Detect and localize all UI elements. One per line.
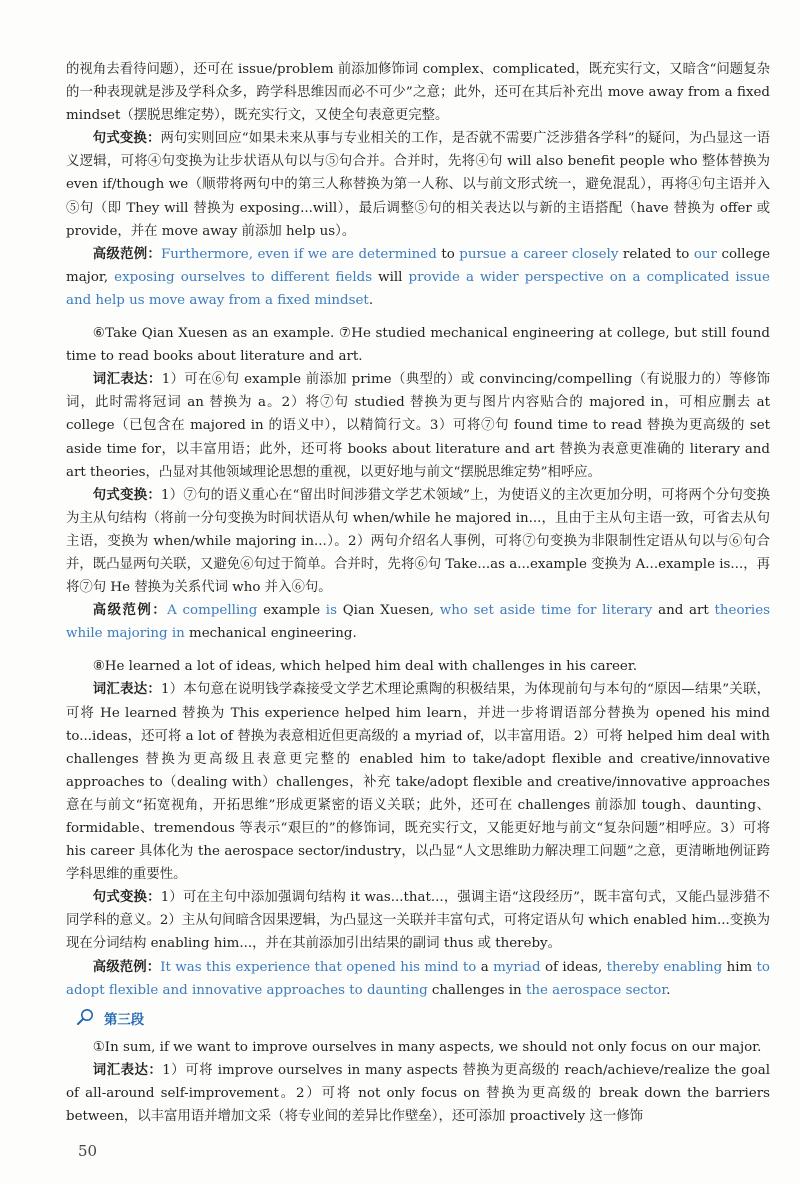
text-segment: college major,: [66, 246, 771, 285]
text-segment: Furthermore, even if we are determined: [161, 246, 442, 262]
vocab-text: 1）本句意在说明钱学森接受文学艺术理论熏陶的积极结果，为体现前句与本句的“原因—结果”关联，可将 He learned 替换为 This experience helped him learn，并进一步将谓语部分替换为 opened his mind to...ideas，还可将 a lot of 替换为表意相近但更高级的 a myriad of，以丰富用语。2）可将 helped him deal with challenges 替换为更高级且表意更完整的 enabled him to take/adopt flexible and creative/innovative approaches to（dealing with）challenges，补充 take/adopt flexible and creative/innovative approaches 意在与前文“拓宽视角，开拓思维”形成更紧密的语义关联；此外，还可在 challenges 前添加 tough、daunting、formidable、tremendous 等表示“艰巨的”的修饰词，既充实行文，又能更好地与前文“复杂问题”相呼应。3）可将 his career 具体化为 the aerospace sector/industry，以凸显“人文思维助力解决理工问题”之意，更清晰地例证跨学科思维的重要性。: [66, 682, 770, 883]
label-vocab: 词汇表达：: [92, 1062, 163, 1078]
sentence-transform-text: 1）⑦句的语义重心在“留出时间涉猎文学艺术领域”上，为使语义的主次更加分明，可将两个分句变换为主从句结构（将前一分句变换为时间状语从句 when/while he majored in...，且由于主从句主语一致，可省去从句主语，变换为 when/while majoring in...）。2）两句介绍名人事例，可将⑦句变换为非限制性定语从句以与⑥句合并，既凸显两句关联，又避免⑥句过于简单。合并时，先将⑥句 Take...as a...example 变换为 A...example is...，再将⑦句 He 替换为关系代词 who 并入⑥句。: [66, 487, 770, 596]
sentence-transform-8: [66, 886, 770, 955]
label-sentence-transform: 句式变换：: [92, 131, 161, 147]
continued-paragraph: 的视角去看待问题），还可在 issue/problem 前添加修饰词 complex、complicated，既充实行文，又暗含“问题复杂的一种表现就是涉及学科众多，跨学科思维因而必不可少”之意；此外，还可在其后补充出 move away from a fixed mindset（摆脱思维定势），既充实行文，又使全句表意更完整。: [66, 62, 770, 124]
text-segment: A compelling: [167, 603, 264, 619]
model-sentence-text: [66, 603, 770, 641]
text-segment: theories while majoring in: [66, 603, 771, 642]
text-segment: provide a wider perspective on a complicated issue and help us move away from a fixed mindset: [66, 269, 770, 308]
text-segment: thereby enabling: [606, 959, 727, 975]
text-segment: related to: [622, 246, 694, 262]
label-vocab: 词汇表达：: [92, 682, 161, 698]
text-segment: our: [693, 246, 722, 262]
model-sentence-2: [66, 599, 770, 645]
sentence-transform-text: 两句实则回应“如果未来从事与专业相关的工作，是否就不需要广泛涉猎各学科”的疑问，为凸显这一语义逻辑，可将④句变换为让步状语从句以与⑤句合并。合并时，先将④句 will also benefit people who 整体替换为 even if/though we（顺带将两句中的第三人称替换为第一人称、以与前文形式统一，避免混乱），再将④句主语并入⑤句（即 They will 替换为 exposing...will），最后调整⑤句的相关表达以与新的主语搭配（have 替换为 offer 或 provide，并在 move away 前添加 help us）。: [66, 131, 770, 239]
text-segment: mechanical engineering.: [189, 626, 357, 642]
text-segment: challenges in: [431, 982, 526, 998]
original-sentence-1: ①In sum, if we want to improve ourselves in many aspects, we should not only focus on our major.: [92, 1039, 762, 1055]
magnifier-icon: [76, 1008, 96, 1034]
text-segment: and art: [658, 603, 715, 619]
text-segment: to adopt flexible and innovative approaches to daunting: [66, 959, 770, 998]
text-segment: Qian Xuesen,: [342, 603, 440, 619]
text-segment: him: [726, 959, 757, 975]
sentence-transform-text: 1）可在主句中添加强调句结构 it was...that...，强调主语“这段经历”，既丰富句式，又能凸显涉猎不同学科的意义。2）主从句间暗含因果逻辑，为凸显这一关联并丰富句式，可将定语从句 which enabled him...变换为现在分词结构 enabling him...，并在其前添加引出结果的副词 thus 或 thereby。: [66, 890, 770, 952]
text-segment: myriad: [493, 959, 545, 975]
text-segment: is: [325, 603, 343, 619]
text-segment: the aerospace sector: [525, 982, 667, 998]
text-segment: exposing ourselves to different fields: [114, 269, 379, 285]
text-segment: .: [666, 982, 671, 998]
vocab-expression-6: [66, 368, 770, 483]
vocab-text: 1）可将 improve ourselves in many aspects 替换为更高级的 reach/achieve/realize the goal of all-around self-improvement。2）可将 not only focus on 替换为更高级的 break down the barriers between，以丰富用语并增加文采（将专业间的差异比作壁垒），还可添加 proactively 这一修饰: [66, 1062, 770, 1125]
text-segment: of ideas,: [544, 959, 607, 975]
text-segment: It was this experience that opened his mind to: [160, 959, 481, 975]
label-model: 高级范例：: [92, 246, 161, 262]
label-sentence-transform: 句式变换：: [92, 487, 161, 503]
vocab-text: 1）可在⑥句 example 前添加 prime（典型的）或 convincing/compelling（有说服力的）等修饰词，此时需将冠词 an 替换为 a。2）将⑦句 studied 替换为更与图片内容贴合的 majored in，可相应删去 at college（已包含在 majored in 的语义中），以精简行文。3）可将⑦句 found time to read 替换为更高级的 set aside time for，以丰富用语；此外，还可将 books about literature and art 替换为表意更准确的 literary and art theories，凸显对其他领域理论思想的重视，以更好地与前文“摆脱思维定势”相呼应。: [66, 372, 770, 480]
text-segment: pursue a career closely: [459, 246, 623, 262]
text-segment: who set aside time for literary: [439, 603, 659, 619]
label-vocab: 词汇表达：: [92, 372, 162, 388]
model-sentence-text: [66, 247, 770, 308]
label-sentence-transform: 句式变换：: [92, 890, 161, 906]
sentence-transform-1: [66, 127, 770, 242]
original-sentence-8: ⑧He learned a lot of ideas, which helped him deal with challenges in his career.: [92, 659, 638, 675]
text-segment: will: [378, 269, 409, 285]
text-segment: to: [441, 246, 460, 262]
model-sentence-3: [66, 956, 770, 1002]
section-heading: [76, 1008, 770, 1034]
section-title: 第三段: [104, 1013, 145, 1029]
text-segment: example: [263, 603, 326, 619]
vocab-expression-1: [66, 1059, 770, 1128]
model-sentence-1: [66, 243, 770, 312]
page-number: 50: [78, 1142, 98, 1160]
sentence-transform-6: [66, 484, 770, 599]
model-sentence-text: [66, 960, 770, 998]
text-segment: .: [368, 292, 374, 308]
label-model: 高级范例：: [92, 959, 161, 975]
vocab-expression-8: [66, 678, 770, 886]
label-model: 高级范例：: [92, 603, 168, 619]
text-segment: a: [480, 959, 494, 975]
original-sentence-6-7: ⑥Take Qian Xuesen as an example. ⑦He studied mechanical engineering at college, but still found time to read books about literature and art.: [66, 326, 770, 365]
